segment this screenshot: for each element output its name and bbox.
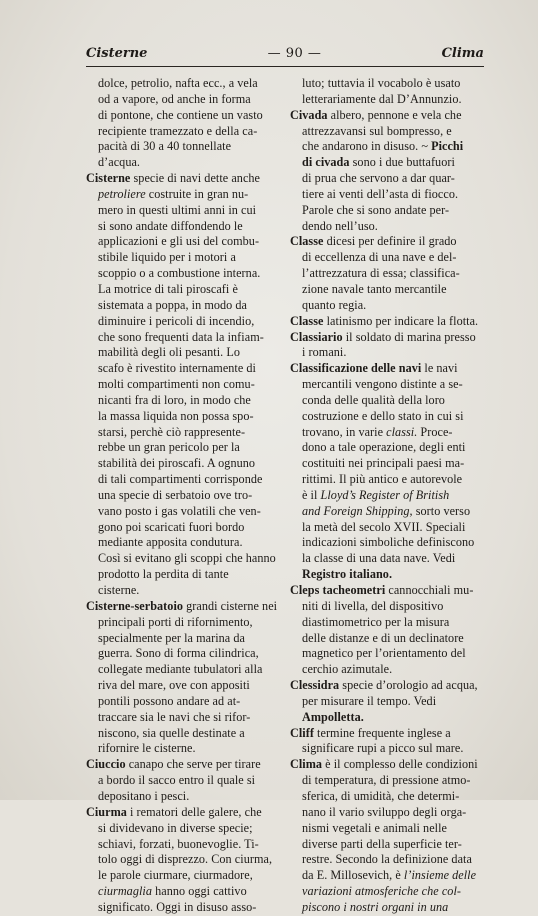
- line-text: indicazioni simboliche definiscono: [302, 535, 475, 550]
- text-line: [290, 567, 496, 583]
- text-line: [86, 900, 292, 916]
- text-line: [290, 234, 496, 250]
- text-line: [86, 203, 292, 219]
- line-text: mero in questi ultimi anni in cui: [98, 202, 257, 217]
- line-text: nicanti fra di loro, in modo che: [98, 392, 251, 407]
- text-line: [86, 171, 292, 187]
- line-text: restre. Secondo la definizione data: [302, 852, 472, 867]
- text-line: [86, 789, 292, 805]
- line-text: specie d’orologio ad acqua,: [339, 678, 478, 693]
- text-line: [290, 139, 496, 155]
- text-line: [86, 868, 292, 884]
- text-line: [86, 234, 292, 250]
- line-text: albero, pennone e vela che: [327, 107, 462, 122]
- text-line: [290, 76, 496, 92]
- text-line: [86, 852, 292, 868]
- line-text: La motrice di tali piroscafi è: [98, 281, 238, 296]
- text-line: [86, 330, 292, 346]
- line-text: costituiti nei principali paesi ma-: [302, 456, 465, 471]
- text-line: [86, 694, 292, 710]
- line-text: a bordo il sacco entro il quale si: [98, 773, 256, 788]
- entry-headword: Cisterne-serbatoio: [86, 598, 184, 613]
- text-line: [86, 377, 292, 393]
- text-line: [290, 361, 496, 377]
- line-text: diminuire i pericoli di incendio,: [98, 313, 255, 328]
- line-text: di pontone, che contiene un vasto: [98, 107, 263, 122]
- text-line: [290, 108, 496, 124]
- text-line: [290, 583, 496, 599]
- line-text: applicazioni e gli usi del combu-: [98, 234, 260, 249]
- text-line: [86, 361, 292, 377]
- text-line: [86, 92, 292, 108]
- text-line: [86, 219, 292, 235]
- text-line: [290, 488, 496, 504]
- text-line: [86, 884, 292, 900]
- text-line: [290, 615, 496, 631]
- text-line: [86, 266, 292, 282]
- line-text: stibile liquido per i motori a: [98, 250, 236, 265]
- line-text: i romani.: [302, 345, 347, 360]
- text-line: [290, 219, 496, 235]
- line-text: tiere ai venti dell’asta di fiocco.: [302, 186, 459, 201]
- line-text: sferica, di umidità, che determi-: [302, 788, 460, 803]
- text-line: [86, 567, 292, 583]
- text-line: [86, 726, 292, 742]
- entry-headword: Registro italiano.: [302, 567, 393, 582]
- italic-text: petroliere: [98, 186, 146, 201]
- entry-headword: Classiario: [290, 329, 343, 344]
- text-line: [290, 440, 496, 456]
- text-line: [86, 773, 292, 789]
- text-line: [86, 535, 292, 551]
- line-text: nismi vegetali e animali nelle: [302, 820, 447, 835]
- text-line: [290, 551, 496, 567]
- line-text: stabilità dei piroscafi. A ognuno: [98, 456, 256, 471]
- text-line: [290, 520, 496, 536]
- line-text: significare rupi a picco sul mare.: [302, 741, 464, 756]
- line-text: la classe di una data nave. Vedi: [302, 551, 456, 566]
- text-line: [86, 472, 292, 488]
- line-text: riva del mare, ove con appositi: [98, 678, 250, 693]
- text-line: [86, 504, 292, 520]
- line-text: di eccellenza di una nave e del-: [302, 250, 457, 265]
- italic-text: classi.: [386, 424, 418, 439]
- text-line: [290, 282, 496, 298]
- line-text: attrezzavansi sul bompresso, e: [302, 123, 452, 138]
- line-text: gono poi scaricati fuori bordo: [98, 519, 245, 534]
- text-line: [86, 124, 292, 140]
- text-line: [86, 425, 292, 441]
- entry-headword: Classe: [290, 234, 324, 249]
- entry-headword: Ciuccio: [86, 757, 126, 772]
- entry-headword: Ampolletta.: [302, 709, 364, 724]
- line-text: dendo nell’uso.: [302, 218, 378, 233]
- text-line: [290, 662, 496, 678]
- text-line: [86, 440, 292, 456]
- line-text: mabilità degli oli pesanti. Lo: [98, 345, 240, 360]
- text-line: [86, 805, 292, 821]
- line-text: sorto verso: [412, 503, 471, 518]
- left-column: [86, 76, 292, 916]
- text-line: [86, 583, 292, 599]
- line-text: dicesi per definire il grado: [323, 234, 457, 249]
- line-text: si dividevano in diverse specie;: [98, 820, 253, 835]
- line-text: guerra. Sono di forma cilindrica,: [98, 646, 259, 661]
- text-line: [290, 298, 496, 314]
- text-line: [290, 741, 496, 757]
- text-line: [290, 599, 496, 615]
- italic-text: Lloyd’s Register of British: [320, 487, 450, 502]
- line-text: che sono frequenti data la infiam-: [98, 329, 264, 344]
- line-text: cannocchiali mu-: [385, 583, 474, 597]
- text-line: [86, 757, 292, 773]
- entry-headword: Classe: [290, 313, 324, 328]
- line-text: da E. Millosevich, è: [302, 868, 404, 883]
- text-line: [290, 345, 496, 361]
- line-text: hanno oggi cattivo: [152, 884, 247, 899]
- line-text: latinismo per indicare la flotta.: [323, 313, 479, 328]
- line-text: diverse parti della superficie ter-: [302, 836, 462, 851]
- italic-text: and Foreign Shipping,: [302, 503, 413, 518]
- text-line: [86, 837, 292, 853]
- text-line: [290, 694, 496, 710]
- text-line: [86, 488, 292, 504]
- text-line: [86, 298, 292, 314]
- text-line: [86, 456, 292, 472]
- line-text: starsi, perchè ciò rappresente-: [98, 424, 246, 439]
- text-line: [86, 108, 292, 124]
- entry-headword: Clessidra: [290, 678, 340, 693]
- line-text: pontili possono andare ad at-: [98, 693, 241, 708]
- italic-text: l’insieme delle: [403, 868, 477, 883]
- line-text: nano il vario sviluppo degli orga-: [302, 804, 467, 819]
- line-text: significato. Oggi in disuso asso-: [98, 899, 257, 914]
- text-line: [86, 615, 292, 631]
- text-line: [290, 789, 496, 805]
- text-line: [290, 504, 496, 520]
- entry-headword: Picchi: [431, 139, 464, 154]
- text-line: [86, 646, 292, 662]
- text-line: [86, 551, 292, 567]
- text-line: [290, 187, 496, 203]
- text-line: [290, 837, 496, 853]
- line-text: letterariamente dal D’Annunzio.: [302, 91, 462, 106]
- text-line: [86, 393, 292, 409]
- text-line: [290, 678, 496, 694]
- text-line: [290, 805, 496, 821]
- line-text: una specie di serbatoio ove tro-: [98, 487, 253, 502]
- line-text: l’attrezzatura di essa; classifica-: [302, 266, 460, 281]
- text-line: [86, 282, 292, 298]
- text-line: [86, 710, 292, 726]
- text-line: [290, 203, 496, 219]
- text-line: [290, 900, 496, 916]
- line-text: pacità di 30 a 40 tonnellate: [98, 139, 232, 154]
- line-text: scafo è rivestito internamente di: [98, 361, 256, 376]
- line-text: le parole ciurmare, ciurmadore,: [98, 868, 253, 883]
- right-column: [290, 76, 496, 916]
- line-text: rifornire le cisterne.: [98, 741, 196, 756]
- line-text: delle distanze e di un declinatore: [302, 630, 464, 645]
- entry-headword: Cliff: [290, 725, 314, 740]
- italic-text: variazioni atmosferiche che col-: [302, 884, 461, 899]
- text-line: [86, 821, 292, 837]
- line-text: la metà del secolo XVII. Speciali: [302, 519, 466, 534]
- page-number: — 90 —: [267, 46, 322, 61]
- line-text: molti compartimenti non comu-: [98, 377, 255, 392]
- line-text: prodotto la perdita di tante: [98, 567, 229, 582]
- text-line: [290, 266, 496, 282]
- text-line: [86, 741, 292, 757]
- text-line: [290, 535, 496, 551]
- text-line: [290, 456, 496, 472]
- text-line: [86, 662, 292, 678]
- line-text: è il: [302, 487, 321, 502]
- header-left-keyword: Cisterne: [86, 46, 148, 61]
- text-line: [290, 409, 496, 425]
- entry-headword: Clima: [290, 757, 323, 772]
- text-line: [290, 852, 496, 868]
- text-line: [86, 345, 292, 361]
- line-text: di temperatura, di pressione atmo-: [302, 773, 471, 788]
- text-line: [86, 187, 292, 203]
- text-line: [290, 646, 496, 662]
- text-line: [290, 710, 496, 726]
- line-text: specialmente per la marina da: [98, 630, 245, 645]
- line-text: Proce-: [417, 424, 453, 439]
- line-text: schiavi, forzati, buonevoglie. Ti-: [98, 836, 259, 851]
- line-text: per misurare il tempo. Vedi: [302, 693, 437, 708]
- line-text: scoppio o a combustione interna.: [98, 266, 261, 281]
- line-text: sistemata a poppa, in modo da: [98, 297, 248, 312]
- line-text: termine frequente inglese a: [313, 725, 451, 740]
- line-text: luto; tuttavia il vocabolo è usato: [302, 76, 461, 90]
- line-text: depositano i pesci.: [98, 788, 190, 803]
- line-text: niti di livella, del dispositivo: [302, 598, 444, 613]
- entry-headword: Cleps tacheometri: [290, 583, 386, 597]
- header-right-keyword: Clima: [441, 46, 484, 61]
- text-line: [290, 155, 496, 171]
- line-text: cerchio azimutale.: [302, 662, 393, 677]
- line-text: Parole che si sono andate per-: [302, 202, 450, 217]
- text-line: [86, 250, 292, 266]
- line-text: che andarono in disuso. ~: [302, 139, 432, 154]
- line-text: la massa liquida non possa spo-: [98, 408, 254, 423]
- header-rule: [86, 66, 484, 67]
- entry-headword: Cisterne: [86, 171, 131, 186]
- text-line: [290, 757, 496, 773]
- running-header: [86, 46, 484, 64]
- line-text: d’acqua.: [98, 155, 141, 170]
- text-line: [290, 773, 496, 789]
- line-text: si sono andate diffondendo le: [98, 218, 243, 233]
- line-text: dono a tale operazione, degli enti: [302, 440, 466, 455]
- text-line: [290, 868, 496, 884]
- line-text: conda delle qualità della loro: [302, 392, 445, 407]
- entry-headword: Civada: [290, 107, 328, 122]
- text-line: [86, 155, 292, 171]
- line-text: di prua che servono a dar quar-: [302, 171, 455, 186]
- entry-headword: Ciurma: [86, 804, 127, 819]
- line-text: cisterne.: [98, 583, 140, 597]
- text-line: [290, 250, 496, 266]
- text-line: [290, 472, 496, 488]
- line-text: costruite in gran nu-: [145, 186, 249, 201]
- text-line: [290, 92, 496, 108]
- line-text: traccare sia le navi che si rifor-: [98, 709, 251, 724]
- line-text: recipiente tramezzato e della ca-: [98, 123, 258, 138]
- line-text: grandi cisterne nei: [183, 598, 278, 613]
- line-text: mercantili vengono distinte a se-: [302, 377, 463, 392]
- line-text: canapo che serve per tirare: [125, 757, 261, 772]
- text-line: [86, 139, 292, 155]
- text-line: [290, 171, 496, 187]
- line-text: niscono, sia quelle destinate a: [98, 725, 245, 740]
- text-line: [86, 520, 292, 536]
- italic-text: ciurmaglia: [98, 884, 152, 899]
- entry-headword: di civada: [302, 155, 350, 170]
- line-text: sono i due buttafuori: [349, 155, 455, 170]
- line-text: il soldato di marina presso: [342, 329, 476, 344]
- line-text: mediante apposita condutura.: [98, 535, 243, 550]
- line-text: dolce, petrolio, nafta ecc., a vela: [98, 76, 258, 90]
- line-text: vano posto i gas volatili che ven-: [98, 503, 261, 518]
- line-text: quanto regia.: [302, 297, 367, 312]
- entry-headword: Classificazione delle navi: [290, 361, 422, 376]
- text-line: [86, 76, 292, 92]
- text-line: [86, 409, 292, 425]
- text-line: [290, 884, 496, 900]
- line-text: principali porti di rifornimento,: [98, 614, 253, 629]
- line-text: rittimi. Il più antico e autorevole: [302, 472, 463, 487]
- text-line: [290, 726, 496, 742]
- text-line: [290, 821, 496, 837]
- text-line: [86, 678, 292, 694]
- text-line: [290, 330, 496, 346]
- line-text: Così si evitano gli scoppi che hanno: [98, 551, 276, 566]
- text-line: [86, 631, 292, 647]
- line-text: specie di navi dette anche: [130, 171, 261, 186]
- line-text: è il complesso delle condizioni: [322, 757, 478, 772]
- line-text: magnetico per l’orientamento del: [302, 646, 466, 661]
- italic-text: piscono i nostri organi in una: [302, 899, 449, 914]
- text-line: [86, 314, 292, 330]
- line-text: od a vapore, od anche in forma: [98, 91, 251, 106]
- line-text: zione navale tanto mercantile: [302, 281, 447, 296]
- text-line: [86, 599, 292, 615]
- text-line: [290, 377, 496, 393]
- line-text: costruzione e dello stato in cui si: [302, 408, 464, 423]
- text-line: [290, 425, 496, 441]
- text-line: [290, 314, 496, 330]
- line-text: rebbe un gran pericolo per la: [98, 440, 240, 455]
- text-line: [290, 631, 496, 647]
- line-text: le navi: [421, 361, 458, 376]
- line-text: collegate mediante tubulatori alla: [98, 662, 263, 677]
- line-text: i rematori delle galere, che: [126, 804, 262, 819]
- text-line: [290, 124, 496, 140]
- line-text: di tali compartimenti corrisponde: [98, 472, 263, 487]
- line-text: trovano, in varie: [302, 424, 387, 439]
- text-line: [290, 393, 496, 409]
- line-text: tolo oggi di disprezzo. Con ciurma,: [98, 852, 273, 867]
- line-text: diastimometrico per la misura: [302, 614, 450, 629]
